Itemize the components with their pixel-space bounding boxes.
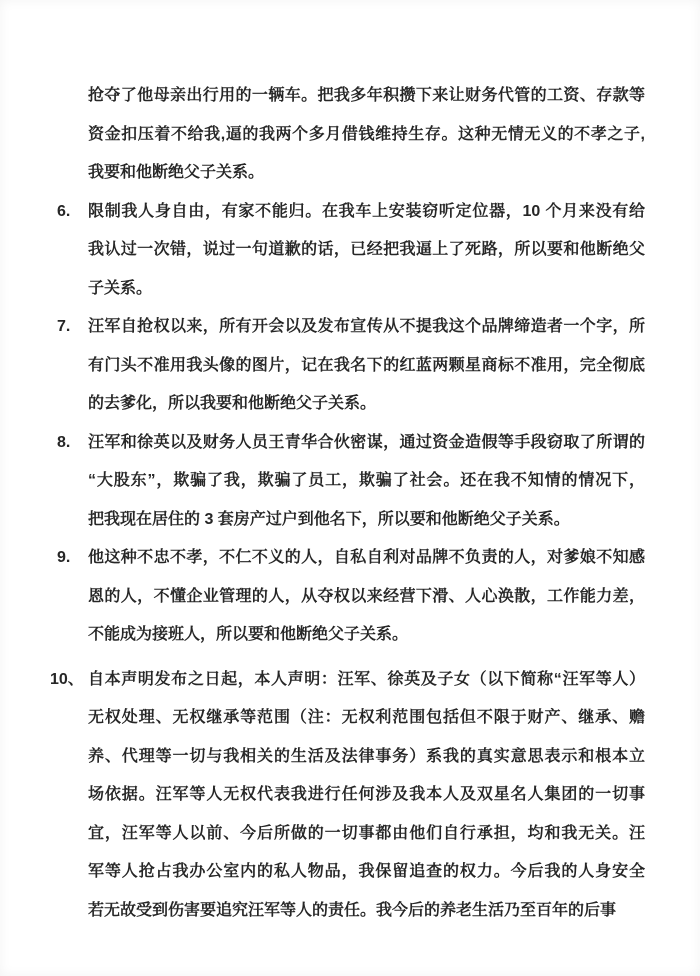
paragraph-number: 10、 [50, 670, 84, 688]
text-line: 场依据。汪军等人无权代表我进行任何涉及我本人及双星名人集团的一切事 [88, 786, 645, 803]
numbered-paragraph [57, 424, 645, 540]
paragraph-number: 7. [57, 318, 71, 335]
numbered-paragraph [50, 661, 645, 931]
text-line: 把我现在居住的 3 套房产过户到他名下，所以要和他断绝父子关系。 [88, 510, 570, 528]
text-line: 子关系。 [88, 279, 153, 297]
text-line: “大股东”，欺骗了我，欺骗了员工，欺骗了社会。还在我不知情的情况下， [88, 472, 645, 489]
numbered-paragraph [57, 77, 645, 193]
paragraph-lines [88, 661, 645, 931]
numbered-paragraph [57, 308, 645, 424]
paragraph-lines [88, 539, 645, 655]
text-line: 的去爹化，所以我要和他断绝父子关系。 [88, 395, 377, 412]
paragraph-lines [88, 308, 645, 424]
paragraph-lines [88, 424, 645, 540]
text-line: 我认过一次错，说过一句道歉的话，已经把我逼上了死路，所以要和他断绝父 [88, 241, 645, 258]
paragraph-lines [88, 193, 645, 309]
text-line: 不能成为接班人，所以要和他断绝父子关系。 [88, 626, 409, 643]
text-line: 自本声明发布之日起，本人声明：汪军、徐英及子女（以下简称“汪军等人） [88, 670, 645, 688]
text-line: 资金扣压着不给我,逼的我两个多月借钱维持生存。这种无情无义的不孝之子, [88, 125, 645, 143]
text-line: 我要和他断绝父子关系。 [88, 164, 265, 181]
text-line: 恩的人，不懂企业管理的人，从夺权以来经营下滑、人心涣散，工作能力差， [88, 587, 645, 605]
paragraph-lines [88, 77, 645, 193]
text-line: 无权处理、无权继承等范围（注：无权利范围包括但不限于财产、继承、赡 [88, 709, 645, 726]
text-line: 汪军和徐英以及财务人员王青华合伙密谋，通过资金造假等手段窃取了所谓的 [88, 433, 645, 451]
paragraph-number: 8. [57, 433, 71, 451]
numbered-paragraph [57, 193, 645, 309]
numbered-paragraph [57, 539, 645, 655]
text-line: 抢夺了他母亲出行用的一辆车。把我多年积攒下来让财务代管的工资、存款等 [88, 87, 645, 104]
text-line: 若无故受到伤害要追究汪军等人的责任。我今后的养老生活乃至百年的后事 [88, 901, 617, 919]
text-line: 军等人抢占我办公室内的私人物品，我保留追查的权力。今后我的人身安全 [88, 863, 645, 880]
text-line: 他这种不忠不孝，不仁不义的人，自私自利对品牌不负责的人，对爹娘不知感 [88, 549, 645, 566]
text-line: 宜，汪军等人以前、今后所做的一切事都由他们自行承担，均和我无关。汪 [88, 824, 645, 842]
text-line: 限制我人身自由，有家不能归。在我车上安装窃听定位器，10 个月来没有给 [88, 202, 645, 220]
paragraph-number: 6. [57, 202, 71, 220]
paragraph-number: 9. [57, 549, 71, 566]
text-line: 养、代理等一切与我相关的生活及法律事务）系我的真实意思表示和根本立 [88, 747, 645, 765]
text-line: 有门头不准用我头像的图片，记在我名下的红蓝两颗星商标不准用，完全彻底 [88, 356, 645, 374]
text-line: 汪军自抢权以来，所有开会以及发布宣传从不提我这个品牌缔造者一个字，所 [88, 318, 645, 335]
